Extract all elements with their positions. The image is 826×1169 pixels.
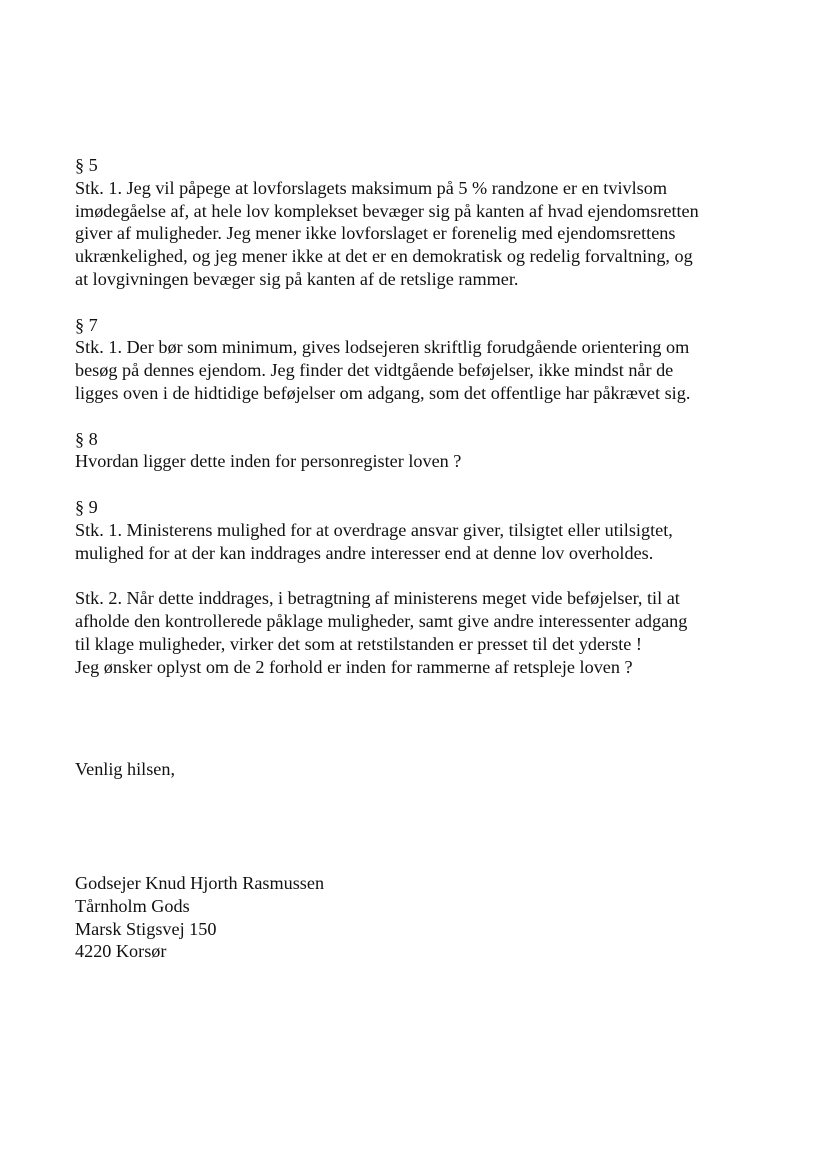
text-line: imødegåelse af, at hele lov komplekset bevæger sig på kanten af hvad ejendomsretten [75,200,699,221]
signature-street: Marsk Stigsvej 150 [75,918,217,939]
text-line: Stk. 1. Der bør som minimum, gives lodsejeren skriftlig forudgående orientering om [75,337,690,358]
section-heading: § 7 [75,314,98,335]
text-line: Stk. 1. Ministerens mulighed for at overdrage ansvar giver, tilsigtet eller utilsigtet, [75,519,673,540]
text-line: ukrænkelighed, og jeg mener ikke at det er en demokratisk og redelig forvaltning, og [75,246,693,267]
text-line: Stk. 1. Jeg vil påpege at lovforslagets maksimum på 5 % randzone er en tvivlsom [75,177,667,198]
text-line: afholde den kontrollerede påklage muligheder, samt give andre interessenter adgang [75,610,688,631]
text-line: ligges oven i de hidtidige beføjelser om adgang, som det offentlige har påkrævet sig. [75,382,691,403]
text-line: Stk. 2. Når dette inddrages, i betragtning af ministerens meget vide beføjelser, til at [75,588,680,609]
closing-salutation: Venlig hilsen, [75,759,176,779]
signature-estate: Tårnholm Gods [75,895,190,916]
section-9 [75,496,775,564]
section-5 [75,154,775,291]
signature-block [75,872,324,963]
text-line: giver af muligheder. Jeg mener ikke lovforslaget er forenelig med ejendomsrettens [75,223,676,244]
signature-name: Godsejer Knud Hjorth Rasmussen [75,873,325,893]
section-7 [75,314,775,405]
text-line: at lovgivningen bevæger sig på kanten af de retslige rammer. [75,268,519,289]
section-8 [75,428,775,474]
text-line: Jeg ønsker oplyst om de 2 forhold er inden for rammerne af retspleje loven ? [75,656,633,677]
text-line: besøg på dennes ejendom. Jeg finder det vidtgående beføjelser, ikke mindst når de [75,360,674,381]
signature-city: 4220 Korsør [75,941,167,962]
text-line: mulighed for at der kan inddrages andre interesser end at denne lov overholdes. [75,542,654,563]
section-heading: § 5 [75,155,98,175]
section-heading: § 8 [75,428,98,449]
text-line: Hvordan ligger dette inden for personregister loven ? [75,451,462,472]
section-heading: § 9 [75,496,98,517]
letter-body [75,154,775,678]
text-line: til klage muligheder, virker det som at retstilstanden er presset til det yderste ! [75,633,642,654]
section-9-stk-2 [75,587,775,678]
